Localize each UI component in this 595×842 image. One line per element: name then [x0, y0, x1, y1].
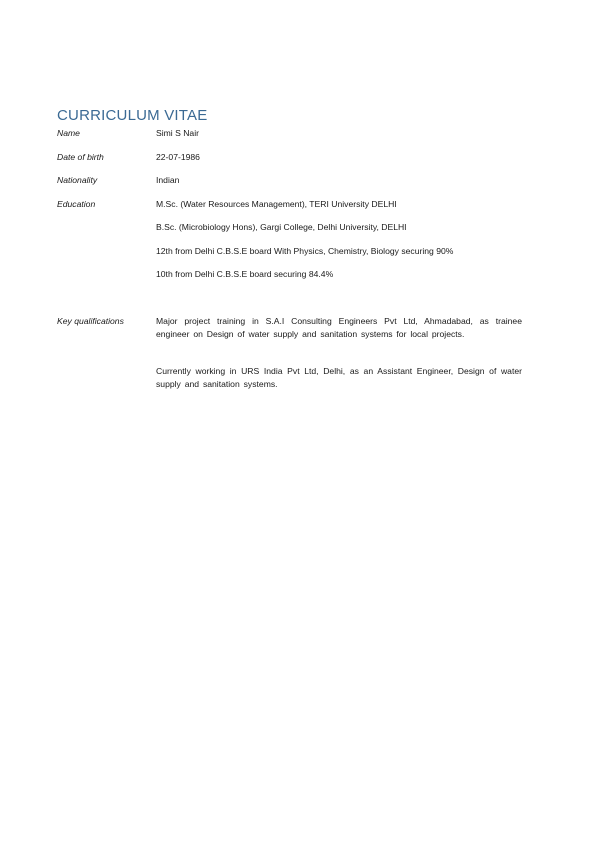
education-item-text: B.Sc. (Microbiology Hons), Gargi College, Delhi University, DELHI — [156, 222, 407, 232]
key-qualifications-label: Key qualifications — [57, 316, 124, 326]
key-qualifications-paragraph: Major project training in S.A.I Consulting Engineers Pvt Ltd, Ahmadabad, as trainee engineer on Design of water supply and sanitation systems for local projects. — [156, 316, 522, 339]
dob-value: 22-07-1986 — [156, 152, 200, 162]
education-item-text: 10th from Delhi C.B.S.E board securing 84.4% — [156, 269, 334, 279]
nationality-value: Indian — [156, 175, 180, 185]
document-title: CURRICULUM VITAE — [57, 107, 208, 124]
education-label: Education — [57, 199, 96, 209]
name-label: Name — [57, 128, 80, 138]
education-item-text: 12th from Delhi C.B.S.E board With Physics, Chemistry, Biology securing 90% — [156, 246, 454, 256]
education-item-text: M.Sc. (Water Resources Management), TERI University DELHI — [156, 199, 397, 209]
key-qualifications-paragraph: Currently working in URS India Pvt Ltd, Delhi, as an Assistant Engineer, Design of water supply and sanitation systems. — [156, 366, 522, 389]
name-value: Simi S Nair — [156, 128, 199, 138]
dob-label: Date of birth — [57, 152, 104, 162]
nationality-label: Nationality — [57, 175, 98, 185]
